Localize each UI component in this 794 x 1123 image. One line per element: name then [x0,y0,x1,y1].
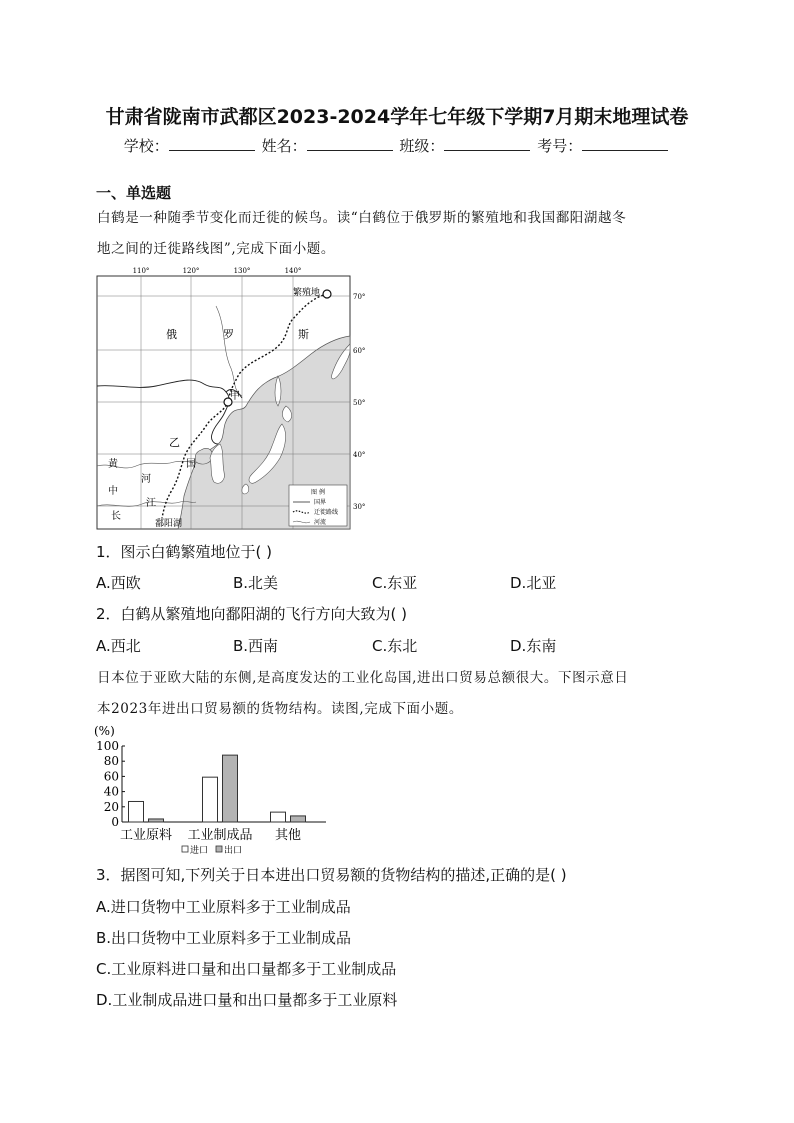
x-category-label: 工业制成品 [187,828,253,843]
jia-label: 甲 [230,391,240,402]
bar-出口-工业原料 [149,819,164,822]
migration-map [96,266,366,532]
y-tick-label: 80 [103,754,119,769]
legend-item: 河流 [314,519,327,526]
class-label: 班级： [399,137,445,155]
chang-label: 长 [111,511,121,522]
q2-option-d[interactable]: D.东南 [510,637,557,655]
q1-option-a[interactable]: A.西欧 [96,574,141,592]
legend-label: 出口 [224,846,243,856]
q2-stem: 2．白鹤从繁殖地向鄱阳湖的飞行方向大致为( ) [96,605,408,623]
he-label: 河 [141,474,151,485]
legend-item: 国界 [314,499,327,506]
q1-option-c[interactable]: C.东亚 [372,574,418,592]
breeding-label: 繁殖地 [293,288,321,298]
intro1-line1: 白鹤是一种随季节变化而迁徙的候鸟。读“白鹤位于俄罗斯的繁殖地和我国鄱阳湖越冬 [97,210,627,226]
intro1-line2: 地之间的迁徙路线图”,完成下面小题。 [97,241,335,257]
bar-出口-其他 [291,816,306,822]
lon-label: 140° [284,267,302,275]
q3-option-b[interactable]: B.出口货物中工业原料多于工业制成品 [96,929,352,947]
q3-option-a[interactable]: A.进口货物中工业原料多于工业制成品 [96,898,351,916]
intro2-line1: 日本位于亚欧大陆的东侧,是高度发达的工业化岛国,进出口贸易总额很大。下图示意日 [97,670,629,686]
legend-title: 图 例 [311,489,325,496]
lat-label: 30° [353,503,366,511]
intro2-line2: 本2023年进出口贸易额的货物结构。读图,完成下面小题。 [97,701,463,717]
x-category-label: 其他 [274,828,302,843]
q2-option-a[interactable]: A.西北 [96,637,141,655]
q1-option-d[interactable]: D.北亚 [510,574,557,592]
q3-option-c[interactable]: C.工业原料进口量和出口量都多于工业制成品 [96,960,397,978]
lat-label: 60° [353,347,366,355]
q1-stem: 1．图示白鹤繁殖地位于( ) [96,543,273,561]
russia-label: 斯 [298,328,309,341]
page-title: 甘肃省陇南市武都区2023-2024学年七年级下学期7月期末地理试卷 [105,106,689,128]
legend-label: 进口 [190,846,209,856]
exam-number-blank [582,136,668,151]
jiang-label: 江 [146,498,156,509]
y-tick-label: 100 [96,739,119,753]
section-heading: 一、单选题 [96,184,172,202]
legend-swatch-进口 [182,846,188,852]
y-tick-label: 60 [103,769,119,784]
legend-swatch-出口 [216,846,222,852]
russia-label: 俄 [166,328,177,341]
student-info-line [0,135,794,156]
bar-出口-工业制成品 [223,755,238,822]
school-label: 学校： [123,137,169,155]
name-label: 姓名： [261,137,307,155]
bar-进口-工业原料 [129,801,144,822]
lat-label: 40° [353,451,366,459]
lat-label: 70° [353,293,366,301]
y-axis-unit: (%) [94,724,115,738]
guo-label: 国 [186,459,196,470]
exam-number-label: 考号： [537,137,583,155]
q3-stem: 3．据图可知,下列关于日本进出口贸易额的货物结构的描述,正确的是( ) [96,866,567,884]
bar-进口-其他 [271,812,286,822]
lon-label: 110° [132,267,150,275]
legend-item: 迁徙路线 [314,509,339,516]
poyang-label: 鄱阳湖 [155,519,183,529]
russia-label: 罗 [223,328,234,341]
bar-进口-工业制成品 [203,777,218,822]
yi-label: 乙 [169,436,180,449]
lon-label: 130° [233,267,251,275]
name-blank [307,136,393,151]
q1-option-b[interactable]: B.北美 [233,574,279,592]
x-category-label: 工业原料 [119,828,173,843]
y-tick-label: 40 [103,784,119,799]
lat-label: 50° [353,399,366,407]
zhong-label: 中 [108,486,118,497]
class-blank [444,136,530,151]
q2-option-b[interactable]: B.西南 [233,637,279,655]
y-tick-label: 0 [111,815,119,829]
q3-option-d[interactable]: D.工业制成品进口量和出口量都多于工业原料 [96,991,398,1009]
school-blank [169,136,255,151]
breeding-site-marker [323,290,331,298]
y-tick-label: 20 [103,799,119,814]
trade-bar-chart [90,722,340,856]
q2-option-c[interactable]: C.东北 [372,637,418,655]
lon-label: 120° [182,267,200,275]
huang-label: 黄 [108,459,118,470]
